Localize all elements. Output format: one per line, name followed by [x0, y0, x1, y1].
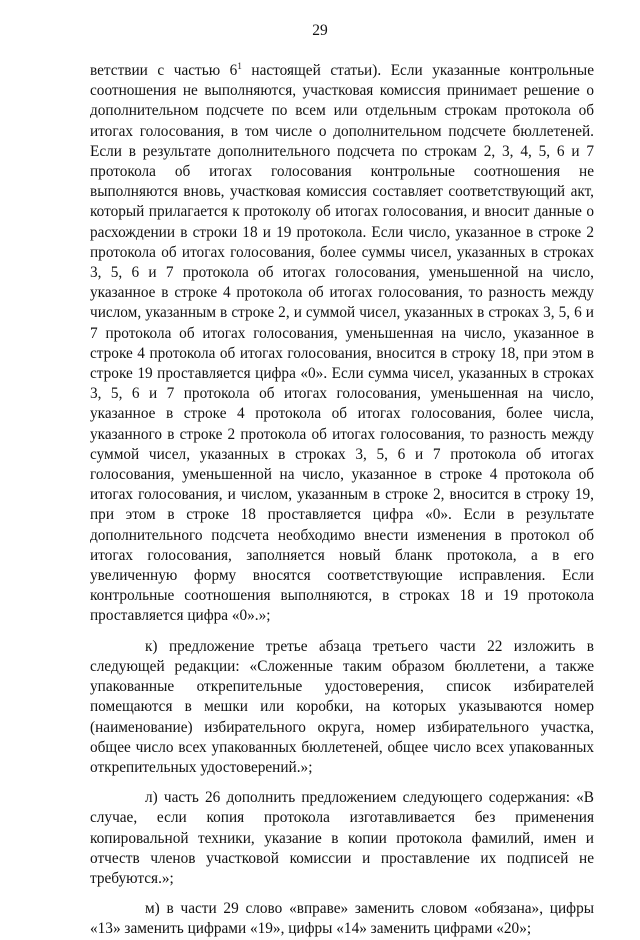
superscript: 1 — [237, 60, 242, 71]
paragraph-item-l: л) часть 26 дополнить предложением следующего содержания: «В случае, если копия протокола изготавливается без применения копировальной техники, указание в копии протокола фамилий, имен и отчеств членов участковой комиссии и проставление их подписей не требуются.»; — [90, 789, 594, 887]
page-number: 29 — [312, 22, 328, 39]
paragraph-continuation — [90, 61, 594, 627]
document-body — [90, 61, 594, 940]
paragraph-item-k: к) предложение третье абзаца третьего части 22 изложить в следующей редакции: «Сложенные таким образом бюллетени, а также упакованные открепительные удостоверения, список избирателей помещаются в мешки или коробки, на которых указываются номер (наименование) избирательного округа, номер избирательного участка, общее число всех упакованных бюллетеней, общее число всех упакованных открепительных удостоверений.»; — [90, 637, 594, 776]
paragraph-text: ветствии с частью 6 — [90, 62, 238, 79]
paragraph-item-m: м) в части 29 слово «вправе» заменить словом «обязана», цифры «13» заменить цифрами «19», цифры «14» заменить цифрами «20»; — [90, 900, 594, 938]
paragraph-text: настоящей статьи). Если указанные контрольные соотношения не выполняются, участковая комиссия принимает решение о дополнительном подсчете по всем или отдельным строкам протокола об итогах голосования, в том числе о дополнительном подсчете бюллетеней. Если в результате дополнительного подсчета по строкам 2, 3, 4, 5, 6 и 7 протокола об итогах голосования контрольные соотношения не выполняются вновь, участковая комиссия составляет соответствующий акт, который прилагается к протоколу об итогах голосования, и вносит данные о расхождении в строки 18 и 19 протокола. Если число, указанное в строке 2 протокола об итогах голосования, более суммы чисел, указанных в строках 3, 5, 6 и 7 протокола об итогах голосования, уменьшенной на число, указанное в строке 4 протокола об итогах голосования, то разность между числом, указанным в строке 2, и суммой чисел, указанных в строках 3, 5, 6 и 7 протокола об итогах голосования, уменьшенная на число, указанное в строке 4 протокола об итогах голосования, вносится в строку 18, при этом в строке 19 проставляется цифра «0». Если сумма чисел, указанных в строках 3, 5, 6 и 7 протокола об итогах голосования, уменьшенная на число, указанное в строке 4 протокола об итогах голосования, более числа, указанного в строке 2 протокола об итогах голосования, то разность между суммой чисел, указанных в строках 3, 5, 6 и 7 протокола об итогах голосования, уменьшенной на число, указанное в строке 4 протокола об итогах голосования, и числом, указанным в строке 2, вносится в строку 19, при этом в строке 18 проставляется цифра «0». Если в результате дополнительного подсчета необходимо внести изменения в протокол об итогах голосования, заполняется новый бланк протокола, а в его увеличенную форму вносятся соответствующие исправления. Если контрольные соотношения выполняются, в строках 18 и 19 протокола проставляется цифра «0».»; — [90, 62, 594, 625]
